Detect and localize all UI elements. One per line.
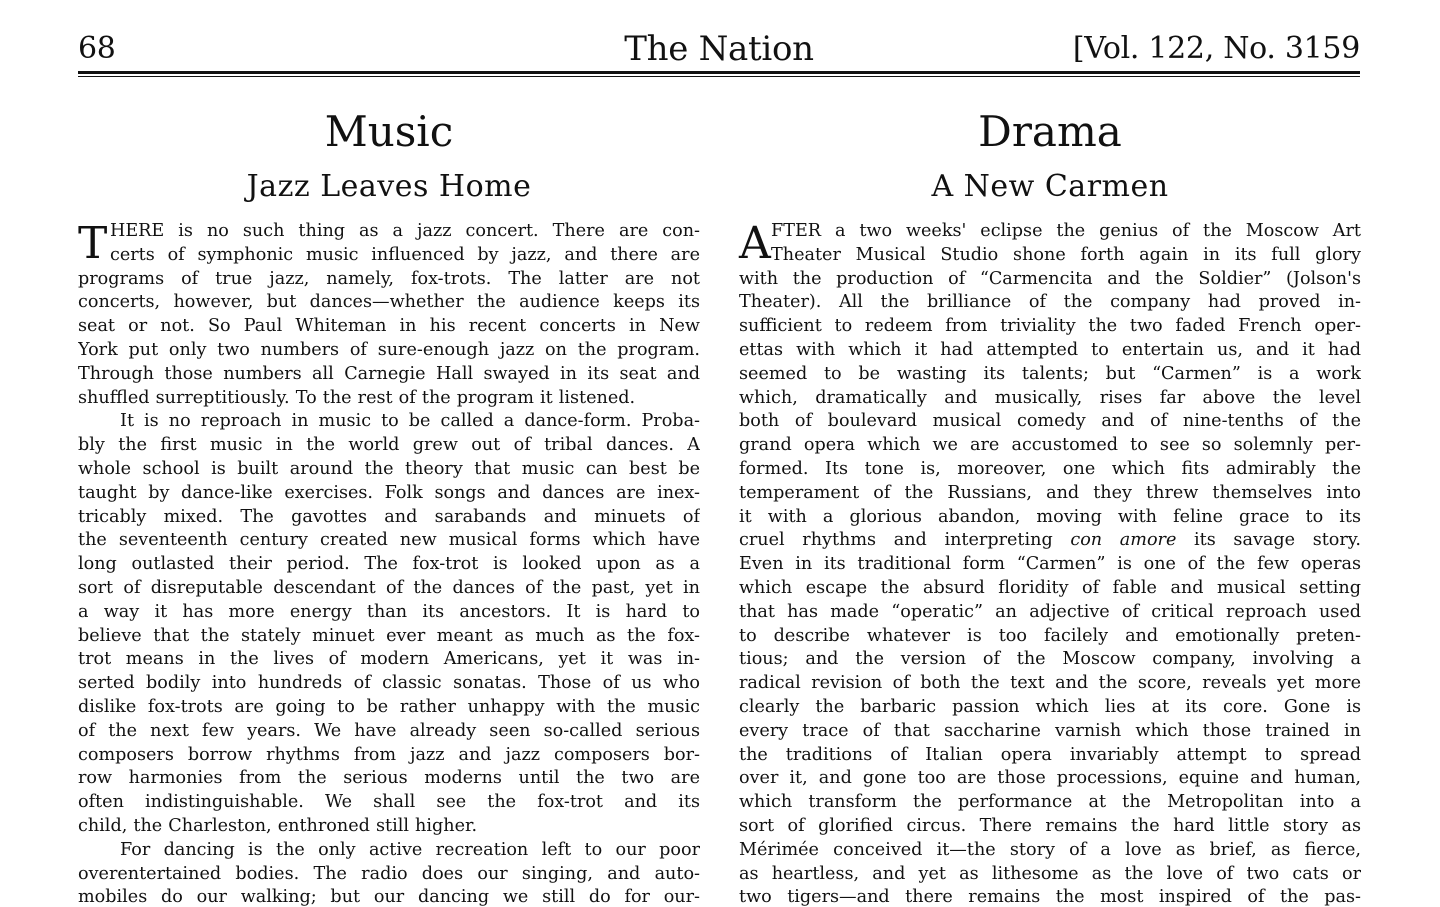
text-line: row harmonies from the serious moderns until the two are	[78, 768, 700, 789]
header-rule-thin	[78, 76, 1360, 77]
text-line: Through those numbers all Carnegie Hall swayed in its seat and	[78, 363, 700, 384]
text-line: both of boulevard musical comedy and of nine-tenths of the	[739, 411, 1361, 432]
text-line: a way it has more energy than its ancestors. It is hard to	[78, 601, 700, 622]
text-line: certs of symphonic music influenced by jazz, and there are	[110, 244, 700, 265]
volume-info: [Vol. 122, No. 3159	[1072, 31, 1360, 66]
text-line: often indistinguishable. We shall see the fox-trot and its	[78, 792, 700, 813]
text-line: two tigers—and there remains the most inspired of the pas-	[739, 887, 1361, 907]
text-line: Theater). All the brilliance of the company had proved in-	[739, 292, 1361, 313]
text-line: Theater Musical Studio shone forth again in its full glory	[771, 244, 1361, 265]
text-line: Mérimée conceived it—the story of a love as brief, as fierce,	[739, 839, 1361, 860]
journal-title: The Nation	[624, 29, 814, 69]
text-segment: cruel rhythms and interpreting	[739, 530, 1053, 551]
text-line: tricably mixed. The gavottes and sarabands and minuets of	[78, 506, 700, 527]
text-line: believe that the stately minuet ever meant as much as the fox-	[78, 625, 700, 646]
drama-article-body	[739, 220, 1361, 907]
text-line: trot means in the lives of modern Americans, yet it was in-	[78, 649, 700, 670]
text-line: as heartless, and yet as lithesome as the love of two cats or	[739, 863, 1361, 884]
text-line: sufficient to redeem from triviality the two faded French oper-	[739, 316, 1361, 337]
text-line: which, dramatically and musically, rises far above the level	[739, 387, 1361, 408]
section-title-drama: Drama	[978, 107, 1122, 156]
music-first-lines	[78, 220, 700, 268]
music-drop-cap: T	[78, 218, 108, 269]
text-line: long outlasted their period. The fox-trot is looked upon as a	[78, 554, 700, 575]
text-line: radical revision of both the text and the score, reveals yet more	[739, 673, 1361, 694]
text-line: taught by dance-like exercises. Folk songs and dances are inex-	[78, 482, 700, 503]
text-line: seemed to be wasting its talents; but “Carmen” is a work	[739, 363, 1361, 384]
music-article-body	[78, 220, 700, 907]
text-line: York put only two numbers of sure-enough jazz on the program.	[78, 339, 700, 360]
section-title-music: Music	[324, 107, 454, 156]
text-line: which escape the absurd floridity of fable and musical setting	[739, 577, 1361, 598]
text-line: formed. Its tone is, moreover, one which fits admirably the	[739, 458, 1361, 479]
text-line	[739, 529, 1361, 553]
text-line: to describe whatever is too facilely and emotionally preten-	[739, 625, 1361, 646]
article-title-jazz-leaves-home: Jazz Leaves Home	[246, 169, 532, 204]
text-line: FTER a two weeks' eclipse the genius of the Moscow Art	[771, 221, 1361, 241]
drama-first-lines	[739, 220, 1361, 268]
text-line: serted bodily into hundreds of classic sonatas. Those of us who	[78, 673, 700, 694]
page-header	[78, 26, 1360, 72]
music-column	[78, 105, 700, 907]
text-line: bly the first music in the world grew out of tribal dances. A	[78, 435, 700, 456]
text-line: of the next few years. We have already seen so-called serious	[78, 720, 700, 741]
text-line: Even in its traditional form “Carmen” is one of the few operas	[739, 554, 1361, 575]
text-line: whole school is built around the theory that music can best be	[78, 458, 700, 479]
text-line: grand opera which we are accustomed to see so solemnly per-	[739, 435, 1361, 456]
text-line: the traditions of Italian opera invariably attempt to spread	[739, 744, 1361, 765]
text-line: sort of disreputable descendant of the dances of the past, yet in	[78, 577, 700, 598]
text-line: every trace of that saccharine varnish which those trained in	[739, 720, 1361, 741]
text-line: For dancing is the only active recreation left to our poor	[120, 839, 700, 860]
header-rule	[78, 71, 1360, 74]
text-line: It is no reproach in music to be called a dance-form. Proba-	[120, 411, 700, 432]
text-line: tious; and the version of the Moscow company, involving a	[739, 649, 1361, 670]
italic-phrase: con amore	[1070, 530, 1177, 551]
drama-column	[739, 105, 1361, 907]
text-line: overentertained bodies. The radio does our singing, and auto-	[78, 863, 700, 884]
text-line: seat or not. So Paul Whiteman in his recent concerts in New	[78, 316, 700, 337]
text-line: sort of glorified circus. There remains the hard little story as	[739, 815, 1361, 836]
text-line: composers borrow rhythms from jazz and jazz composers bor-	[78, 744, 700, 765]
text-line: which transform the performance at the Metropolitan into a	[739, 792, 1361, 813]
text-line: concerts, however, but dances—whether the audience keeps its	[78, 292, 700, 313]
text-line: HERE is no such thing as a jazz concert. There are con-	[110, 221, 700, 241]
article-title-a-new-carmen: A New Carmen	[931, 169, 1169, 204]
text-line: with the production of “Carmencita and the Soldier” (Jolson's	[739, 268, 1361, 289]
text-line: it with a glorious abandon, moving with feline grace to its	[739, 506, 1361, 527]
text-line: the seventeenth century created new musical forms which have	[78, 530, 700, 551]
drama-drop-cap: A	[739, 218, 771, 269]
text-line: mobiles do our walking; but our dancing we still do for our-	[78, 887, 700, 907]
text-line: shuffled surreptitiously. To the rest of the program it listened.	[78, 387, 636, 408]
text-line: clearly the barbaric passion which lies at its core. Gone is	[739, 696, 1361, 717]
text-line: dislike fox-trots are going to be rather unhappy with the music	[78, 696, 700, 717]
page-number: 68	[78, 31, 116, 66]
text-line: temperament of the Russians, and they threw themselves into	[739, 482, 1361, 503]
text-line: child, the Charleston, enthroned still higher.	[78, 815, 478, 836]
text-line: ettas with which it had attempted to entertain us, and it had	[739, 339, 1361, 360]
text-line: that has made “operatic” an adjective of critical reproach used	[739, 601, 1361, 622]
text-line: over it, and gone too are those processions, equine and human,	[739, 768, 1361, 789]
text-segment: its savage story.	[1194, 530, 1361, 551]
text-line: programs of true jazz, namely, fox-trots. The latter are not	[78, 268, 700, 289]
